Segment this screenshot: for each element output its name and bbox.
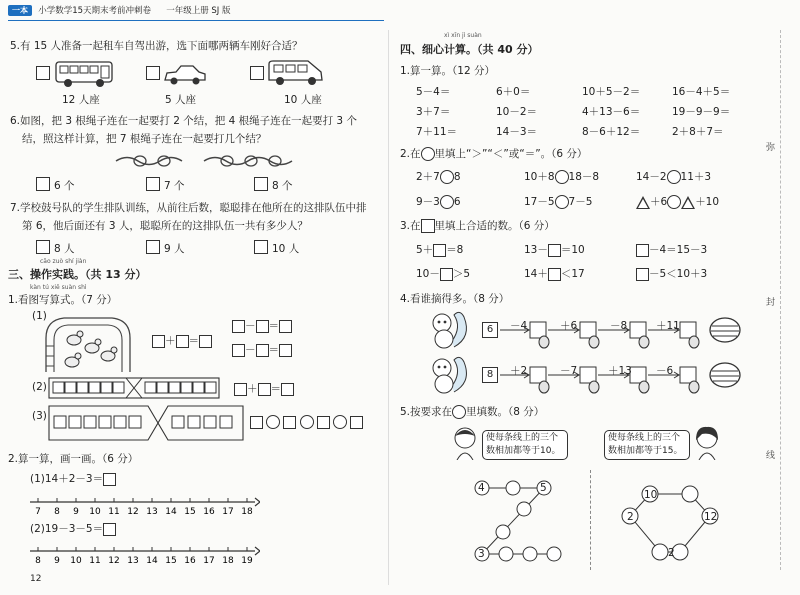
q6-option-a-box[interactable] <box>36 177 50 191</box>
q6-option-c: 8 个 <box>272 180 293 192</box>
compare-r1c1 <box>524 194 592 209</box>
post: ＞5 <box>452 268 471 280</box>
blank[interactable] <box>152 335 165 348</box>
chain2-op3: ＋13 <box>608 365 632 377</box>
d-num-10: 10 <box>644 489 658 501</box>
line2-tick-label: 18 <box>222 556 234 566</box>
d-num-2b: 2 <box>668 547 675 559</box>
q6-option-c-box[interactable] <box>254 177 268 191</box>
calc-r0c3: 16－4＋5＝ <box>672 86 731 98</box>
blank[interactable] <box>548 244 561 257</box>
chain2-arrows <box>498 357 708 397</box>
q1-pinyin: kàn tú xiě suàn shì <box>30 284 87 291</box>
section3-title: 三、操作实践。（共 13 分） <box>8 268 147 281</box>
van-icon <box>266 58 326 90</box>
calc-r1c1: 10－2＝ <box>496 106 538 118</box>
series-title: 小学数学15天期末考前冲刺卷 <box>38 6 152 16</box>
calc-r2c0: 7＋11＝ <box>416 126 458 138</box>
fill-r1c0 <box>416 266 470 281</box>
line2-tick-label: 11 <box>89 556 101 566</box>
number-line-2 <box>30 541 260 569</box>
square-symbol <box>421 219 435 233</box>
section4-title: 四、细心计算。（共 40 分） <box>400 43 539 56</box>
car-seats-label: 5 人座 <box>165 94 197 106</box>
q2-2-text: (2)19－3－5＝ <box>30 523 104 535</box>
chain1-op4: ＋11 <box>656 320 680 332</box>
q2-1-equation <box>30 471 116 486</box>
fill-r1c1 <box>524 266 585 281</box>
compare-circle[interactable] <box>440 195 454 209</box>
squirrel-icon <box>424 307 474 351</box>
compare-r1c2 <box>636 194 719 209</box>
q6-option-b: 7 个 <box>164 180 185 192</box>
post: ＝10 <box>560 244 585 256</box>
blank-circle[interactable] <box>266 415 280 429</box>
line1-tick-label: 7 <box>35 507 41 517</box>
part1-equation-b: － ＝ <box>232 318 292 333</box>
q2-2-equation <box>30 521 116 536</box>
calc-r2c2: 8－6＋12＝ <box>582 126 641 138</box>
compare-circle[interactable] <box>440 170 454 184</box>
compare-r0c2 <box>636 169 711 184</box>
compare-circle[interactable] <box>555 195 569 209</box>
line1-tick-label: 14 <box>165 507 177 517</box>
z-num-5: 5 <box>540 482 547 494</box>
lhs: ＋6 <box>650 196 668 208</box>
line1-tick-label: 15 <box>184 507 196 517</box>
answer-box-car[interactable] <box>146 66 160 80</box>
seal-line <box>780 30 781 570</box>
line1-tick-label: 8 <box>54 507 60 517</box>
blank[interactable] <box>256 320 269 333</box>
line2-tick-label: 16 <box>184 556 196 566</box>
blank[interactable] <box>176 335 189 348</box>
blank[interactable] <box>433 244 446 257</box>
q6-option-a: 6 个 <box>54 180 75 192</box>
bus-seats-label: 12 人座 <box>62 94 100 106</box>
girl-avatar <box>694 426 720 460</box>
z-num-3: 3 <box>478 548 485 560</box>
chain1-op3: －8 <box>610 320 628 332</box>
rhs: 6 <box>453 196 461 208</box>
line1-tick-label: 12 <box>127 507 139 517</box>
rhs: 7－5 <box>568 196 593 208</box>
q2-post: 里填上“＞”“＜”或“＝”。（6 分） <box>434 148 588 160</box>
post: －4＝15－3 <box>649 244 708 256</box>
post: ＝8 <box>446 244 464 256</box>
ducks-on-slide-illustration <box>42 312 134 376</box>
s3-q2-title: 2.算一算，画一画。（6 分） <box>8 453 139 465</box>
q7-line2: 第 6，他后面还有 3 人，聪聪所在的这排队伍一共有多少人？ <box>22 220 308 232</box>
q7-option-a: 8 人 <box>54 243 75 255</box>
line2-tick-label: 19 <box>241 556 253 566</box>
blank[interactable] <box>636 244 649 257</box>
lhs: 2＋7 <box>416 171 440 183</box>
triangle-symbol <box>681 196 695 209</box>
z-num-4: 4 <box>478 482 485 494</box>
seal-mark-1: 弥 <box>766 143 776 153</box>
blank[interactable] <box>279 344 292 357</box>
blank[interactable] <box>350 416 363 429</box>
calc-r2c3: 2＋8＋7＝ <box>672 126 724 138</box>
fill-r0c2 <box>636 242 707 257</box>
pre: 13－ <box>524 244 548 256</box>
calc-r1c0: 3＋7＝ <box>416 106 451 118</box>
blank[interactable] <box>256 344 269 357</box>
compare-r1c0 <box>416 194 461 209</box>
basket-icon-2 <box>708 361 742 389</box>
q2-pre: 2.在 <box>400 148 421 160</box>
answer-box-bus[interactable] <box>36 66 50 80</box>
post: ＜17 <box>560 268 585 280</box>
page-number: 12 <box>30 574 42 584</box>
chain2-start: 8 <box>482 367 498 383</box>
number-line-1 <box>30 492 260 520</box>
header-rule <box>8 20 384 21</box>
answer-box-van[interactable] <box>250 66 264 80</box>
blank[interactable] <box>258 383 271 396</box>
blank[interactable] <box>636 268 649 281</box>
line2-tick-label: 13 <box>127 556 139 566</box>
blank-circle[interactable] <box>300 415 314 429</box>
part1-equation-c: － ＝ <box>232 342 292 357</box>
section3-pinyin: cāo zuò shí jiàn <box>40 258 87 265</box>
line1-tick-label: 10 <box>89 507 101 517</box>
blank[interactable] <box>232 344 245 357</box>
s4-q1-title: 1.算一算。（12 分） <box>400 65 495 77</box>
part3-equation <box>250 415 363 429</box>
q5-post: 里填数。（8 分） <box>466 406 545 418</box>
d-num-2a: 2 <box>627 511 634 523</box>
d-num-12: 12 <box>704 511 718 523</box>
q7-option-a-box[interactable] <box>36 240 50 254</box>
compare-circle[interactable] <box>667 195 681 209</box>
s4-q5-title <box>400 404 544 419</box>
line2-tick-label: 15 <box>165 556 177 566</box>
line2-tick-label: 8 <box>35 556 41 566</box>
van-seats-label: 10 人座 <box>284 94 322 106</box>
part1-equation-a: ＋ ＝ <box>152 333 212 348</box>
rhs: ＋10 <box>695 196 720 208</box>
lhs: 9－3 <box>416 196 440 208</box>
q5-pre: 5.按要求在 <box>400 406 453 418</box>
q7-option-c-box[interactable] <box>254 240 268 254</box>
calc-r0c2: 10＋5－2＝ <box>582 86 641 98</box>
circle-symbol <box>452 405 466 419</box>
speech-bubble-1: 使每条线上的三个数相加都等于10。 <box>482 430 568 460</box>
car-icon <box>162 62 208 88</box>
blank[interactable] <box>250 416 263 429</box>
calc-r2c1: 14－3＝ <box>496 126 538 138</box>
fill-r0c0 <box>416 242 463 257</box>
triangle-symbol <box>636 196 650 209</box>
compare-circle[interactable] <box>555 170 569 184</box>
calc-r0c0: 5－4＝ <box>416 86 451 98</box>
lhs: 17－5 <box>524 196 555 208</box>
blank-circle[interactable] <box>333 415 347 429</box>
calc-r1c2: 4＋13－6＝ <box>582 106 641 118</box>
blank[interactable] <box>103 473 116 486</box>
line1-tick-label: 13 <box>146 507 158 517</box>
line2-tick-label: 10 <box>70 556 82 566</box>
line1-tick-label: 9 <box>73 507 79 517</box>
calc-r0c1: 6＋0＝ <box>496 86 531 98</box>
q7-option-b: 9 人 <box>164 243 185 255</box>
seal-mark-2: 封 <box>766 298 776 308</box>
lhs: 10＋8 <box>524 171 555 183</box>
gutter-line <box>388 30 389 585</box>
bricks-group-illustration <box>48 375 220 401</box>
pre: 14＋ <box>524 268 548 280</box>
q3-post: 里填上合适的数。（6 分） <box>434 220 555 232</box>
section4-pinyin: xì xīn jì suàn <box>444 32 482 39</box>
chain2-op1: ＋2 <box>510 365 528 377</box>
line1-tick-label: 16 <box>203 507 215 517</box>
line1-tick-label: 11 <box>108 507 120 517</box>
s4-q3-title <box>400 218 555 233</box>
pre: 5＋ <box>416 244 434 256</box>
q2-1-text: (1)14＋2－3＝ <box>30 473 104 485</box>
compare-r0c0 <box>416 169 461 184</box>
blank[interactable] <box>548 268 561 281</box>
blank[interactable] <box>234 383 247 396</box>
blank[interactable] <box>199 335 212 348</box>
blank[interactable] <box>279 320 292 333</box>
chain1-op1: －4 <box>510 320 528 332</box>
part3-label: (3) <box>32 410 47 422</box>
grade-label: 一年级上册 SJ 版 <box>166 6 231 16</box>
line2-tick-label: 12 <box>108 556 120 566</box>
lhs: 14－2 <box>636 171 667 183</box>
cubes-group-illustration <box>48 402 244 444</box>
seal-mark-3: 线 <box>766 451 776 461</box>
header <box>8 4 231 16</box>
s4-q2-title <box>400 146 587 161</box>
speech-bubble-2: 使每条线上的三个数相加都等于15。 <box>604 430 690 460</box>
blank[interactable] <box>281 383 294 396</box>
calc-r1c3: 19－9－9＝ <box>672 106 731 118</box>
line2-tick-label: 17 <box>203 556 215 566</box>
blank[interactable] <box>440 268 453 281</box>
line1-tick-label: 18 <box>241 507 253 517</box>
q7-line1: 7.学校鼓号队的学生排队训练，从前往后数，聪聪排在他所在的这排队伍中排 <box>10 202 367 214</box>
q3-pre: 3.在 <box>400 220 421 232</box>
pre: 10－ <box>416 268 440 280</box>
figure-divider <box>590 470 591 570</box>
line2-tick-label: 14 <box>146 556 158 566</box>
q6-line2: 结，照这样计算，把 7 根绳子连在一起要打几个结？ <box>22 133 267 145</box>
squirrel-icon-2 <box>424 352 474 396</box>
basket-icon <box>708 316 742 344</box>
boy-avatar <box>452 426 478 460</box>
fill-r1c2 <box>636 266 707 281</box>
part1-label: (1) <box>32 310 47 322</box>
part2-label: (2) <box>32 381 47 393</box>
blank[interactable] <box>283 416 296 429</box>
fill-r0c1 <box>524 242 585 257</box>
q6-option-b-box[interactable] <box>146 177 160 191</box>
post: －5＜10＋3 <box>649 268 708 280</box>
q5-text: 5.有 15 人准备一起租车自驾出游，选下面哪两辆车刚好合适？ <box>10 40 303 52</box>
compare-r0c1 <box>524 169 599 184</box>
blank[interactable] <box>232 320 245 333</box>
compare-circle[interactable] <box>667 170 681 184</box>
s4-q4-title: 4.看谁摘得多。（8 分） <box>400 293 510 305</box>
chain2-op2: －7 <box>560 365 578 377</box>
q7-option-b-box[interactable] <box>146 240 160 254</box>
rhs: 11＋3 <box>680 171 712 183</box>
chain1-op2: ＋6 <box>560 320 578 332</box>
s3-q1-title: 1.看图写算式。（7 分） <box>8 294 118 306</box>
q7-option-c: 10 人 <box>272 243 300 255</box>
line1-tick-label: 17 <box>222 507 234 517</box>
chain2-op4: －6 <box>656 365 674 377</box>
rope-knots-illustration <box>112 150 302 172</box>
rhs: 8 <box>453 171 461 183</box>
q6-line1: 6.如图，把 3 根绳子连在一起要打 2 个结，把 4 根绳子连在一起要打 3 个 <box>10 115 357 127</box>
chain1-start: 6 <box>482 322 498 338</box>
line2-tick-label: 9 <box>54 556 60 566</box>
bus-icon <box>54 58 116 90</box>
brand-logo: 一本 <box>8 5 32 16</box>
rhs: 18－8 <box>568 171 600 183</box>
blank[interactable] <box>103 523 116 536</box>
part2-equation: ＋ ＝ <box>234 381 294 396</box>
circle-symbol <box>421 147 435 161</box>
blank[interactable] <box>317 416 330 429</box>
